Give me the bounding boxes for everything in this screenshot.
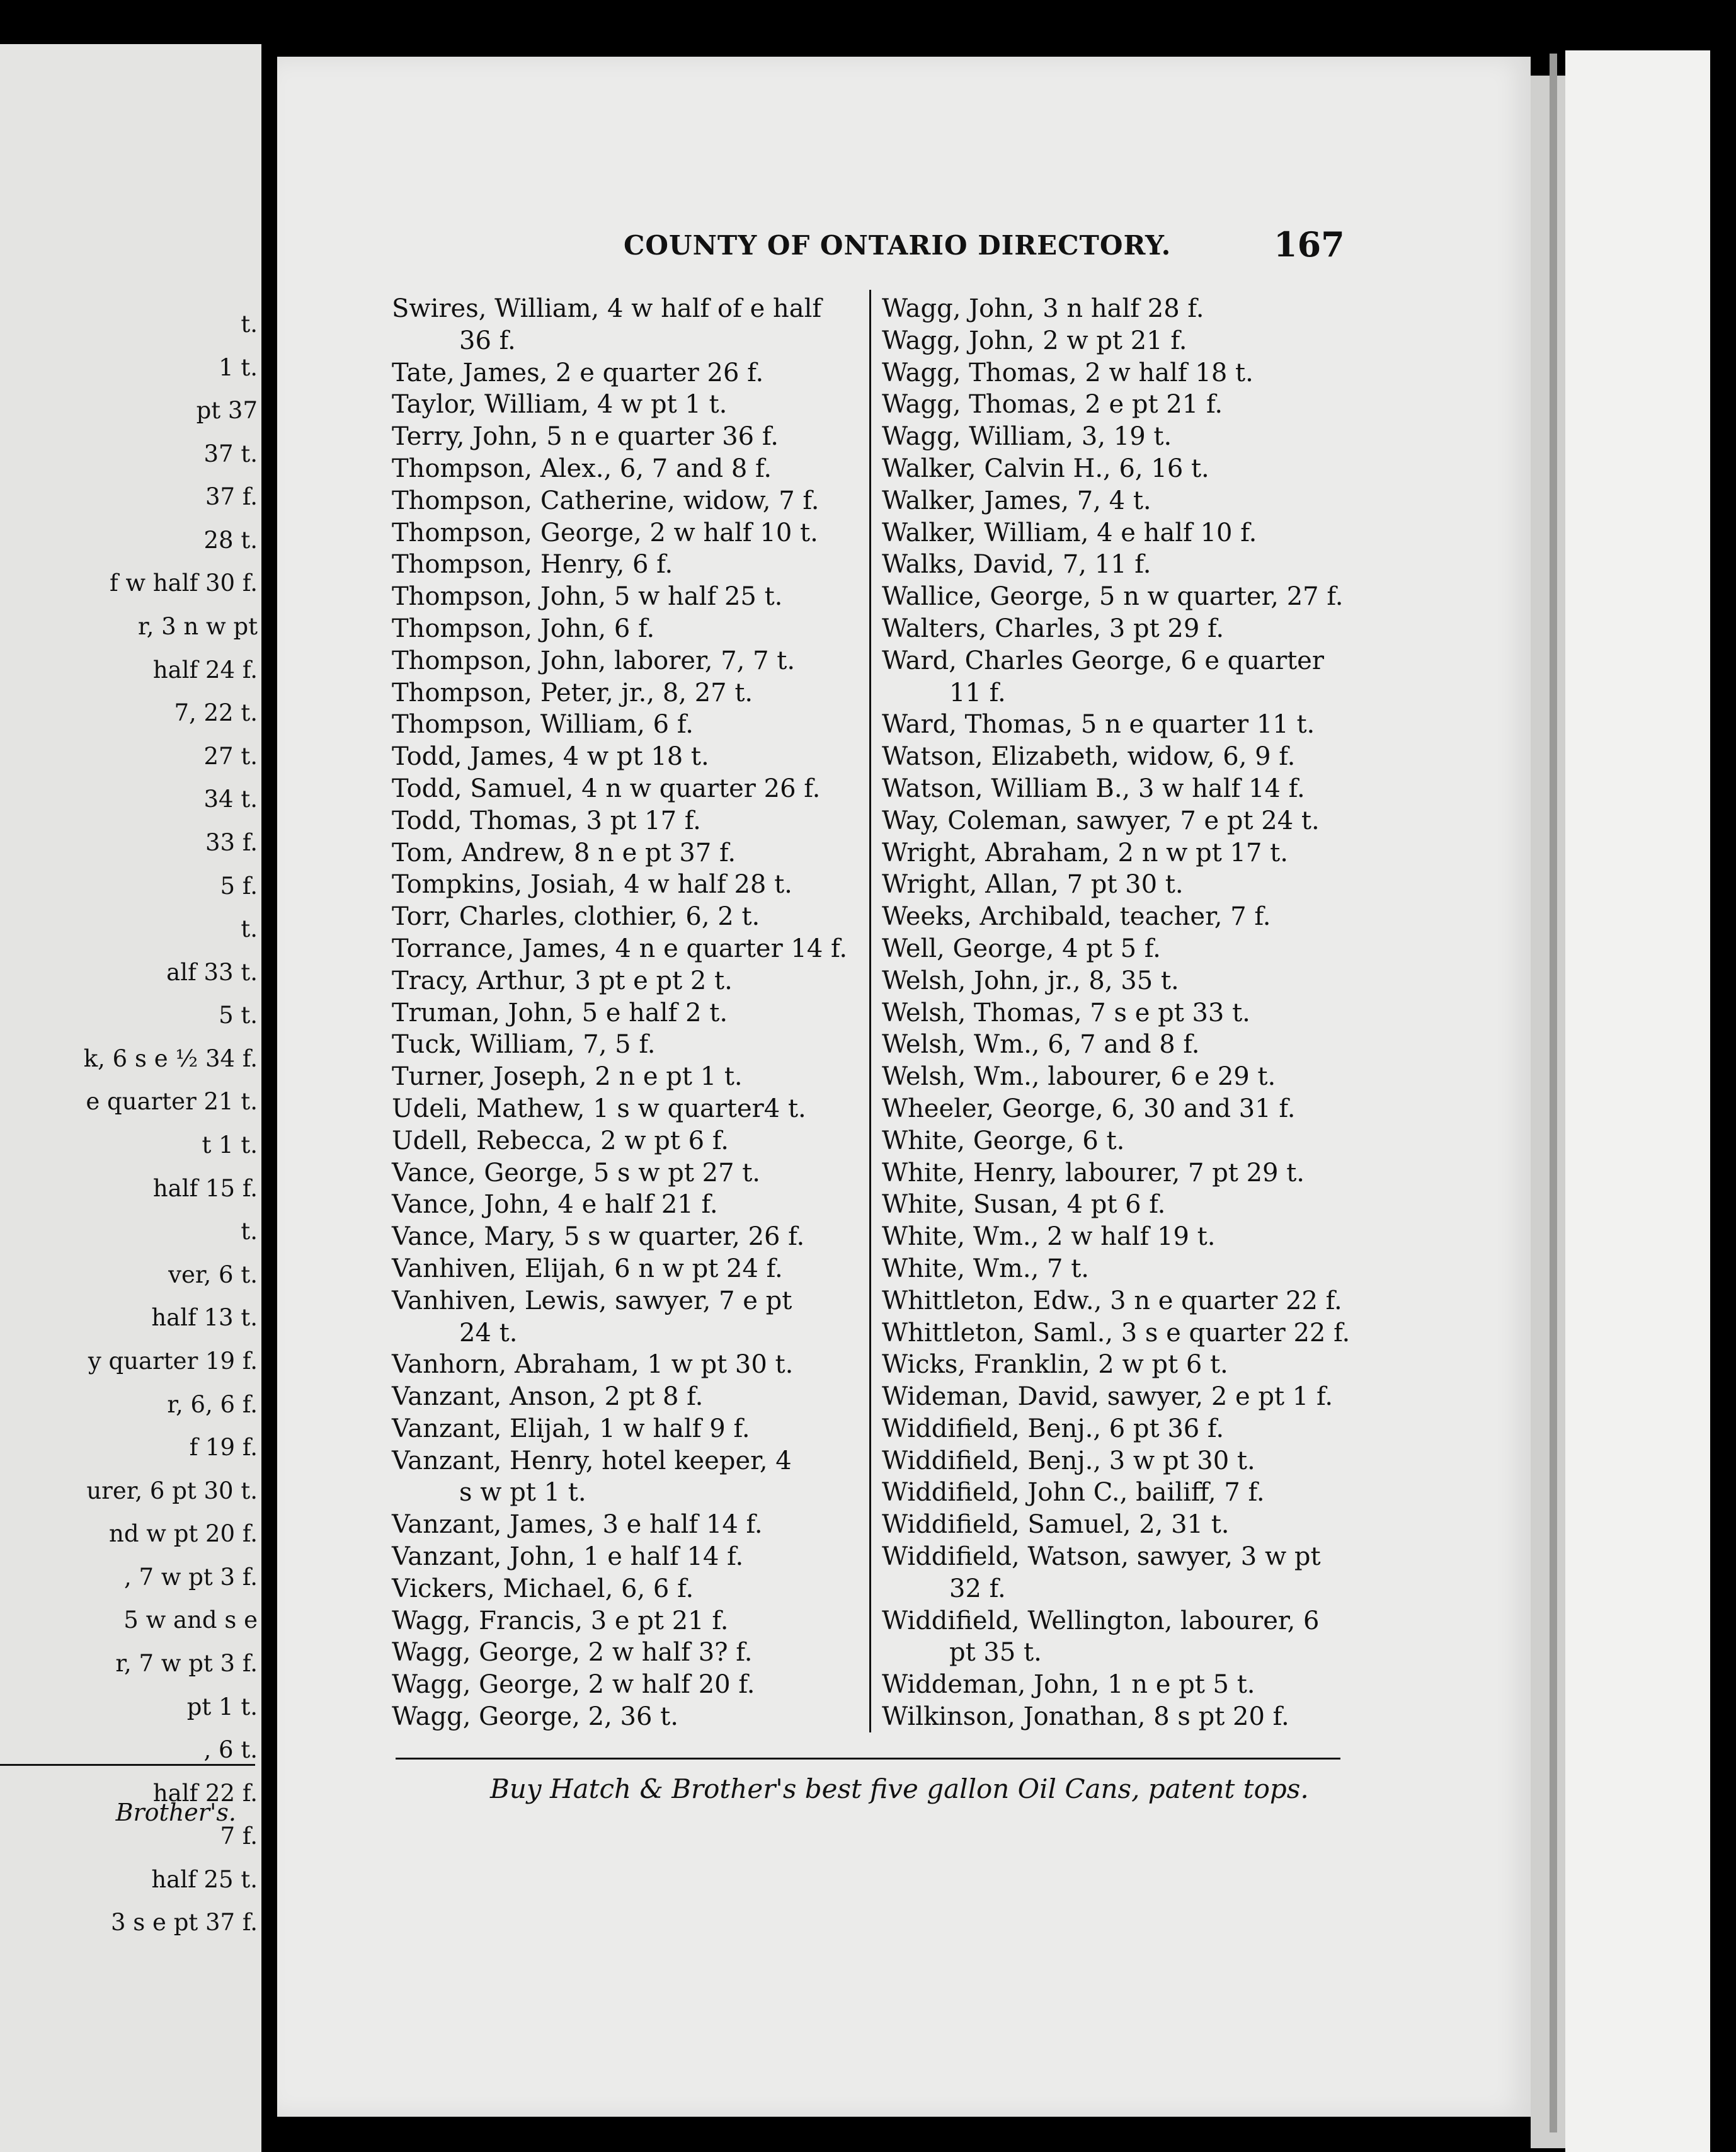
- directory-entry: Vance, Mary, 5 s w quarter, 26 f.: [392, 1222, 805, 1252]
- directory-entry: Wagg, William, 3, 19 t.: [882, 422, 1172, 452]
- facing-page-line: t 1 t.: [202, 1131, 258, 1159]
- directory-entry: Wagg, Thomas, 2 e pt 21 f.: [882, 390, 1223, 420]
- directory-entry: Wright, Abraham, 2 n w pt 17 t.: [882, 838, 1288, 867]
- facing-page-line: pt 37: [196, 397, 258, 425]
- facing-page-line: 1 t.: [219, 353, 258, 381]
- facing-page-line: 3 s e pt 37 f.: [110, 1909, 258, 1937]
- directory-entry: Thompson, William, 6 f.: [392, 710, 694, 740]
- facing-page-line: 5 w and s e: [123, 1606, 258, 1634]
- directory-entry: Widdifield, John C., bailiff, 7 f.: [882, 1478, 1265, 1508]
- facing-page-footer: Brother's.: [115, 1799, 236, 1826]
- facing-page-line: r, 6, 6 f.: [167, 1390, 258, 1418]
- directory-entry: Wagg, John, 2 w pt 21 f.: [882, 326, 1187, 355]
- directory-entry: Todd, Thomas, 3 pt 17 f.: [392, 806, 701, 835]
- directory-entry: Swires, William, 4 w half of e half: [392, 294, 822, 323]
- directory-entry: 24 t.: [459, 1318, 518, 1348]
- directory-entry: Widdifield, Benj., 6 pt 36 f.: [882, 1414, 1225, 1443]
- directory-entry: Tate, James, 2 e quarter 26 f.: [392, 358, 764, 387]
- page-number: 167: [1274, 224, 1345, 265]
- directory-entry: Tracy, Arthur, 3 pt e pt 2 t.: [392, 966, 733, 995]
- facing-page-line: f w half 30 f.: [109, 569, 258, 597]
- directory-entry: Wilkinson, Jonathan, 8 s pt 20 f.: [882, 1702, 1289, 1732]
- facing-page-line: k, 6 s e ½ 34 f.: [83, 1045, 258, 1072]
- directory-entry: Todd, James, 4 w pt 18 t.: [392, 742, 709, 772]
- directory-entry: Tuck, William, 7, 5 f.: [392, 1030, 656, 1060]
- facing-page-line: half 25 t.: [151, 1865, 258, 1893]
- facing-page-line: ver, 6 t.: [168, 1261, 258, 1288]
- directory-entry: Terry, John, 5 n e quarter 36 f.: [392, 422, 779, 452]
- directory-entry: Whittleton, Edw., 3 n e quarter 22 f.: [882, 1286, 1342, 1315]
- directory-entry: Widdifield, Samuel, 2, 31 t.: [882, 1510, 1230, 1540]
- directory-entry: Taylor, William, 4 w pt 1 t.: [392, 390, 728, 420]
- facing-page-line: nd w pt 20 f.: [108, 1520, 258, 1548]
- directory-entry: Well, George, 4 pt 5 f.: [882, 934, 1161, 963]
- directory-entry: Widdifield, Watson, sawyer, 3 w pt: [882, 1542, 1321, 1572]
- directory-entry: Wideman, David, sawyer, 2 e pt 1 f.: [882, 1382, 1333, 1412]
- facing-page-line: half 13 t.: [151, 1304, 258, 1332]
- facing-page-line: 33 f.: [205, 828, 258, 856]
- directory-entry: Walters, Charles, 3 pt 29 f.: [882, 614, 1225, 643]
- directory-entry: Ward, Thomas, 5 n e quarter 11 t.: [882, 710, 1315, 740]
- directory-entry: Walker, James, 7, 4 t.: [882, 486, 1151, 515]
- facing-page-rule: [0, 1764, 255, 1766]
- facing-page-line: , 6 t.: [203, 1736, 258, 1764]
- directory-entry: Widdeman, John, 1 n e pt 5 t.: [882, 1670, 1255, 1700]
- facing-page-line: t.: [241, 1218, 258, 1245]
- directory-entry: Watson, Elizabeth, widow, 6, 9 f.: [882, 742, 1296, 772]
- facing-page-line: 37 t.: [203, 440, 258, 467]
- directory-entry: pt 35 t.: [949, 1638, 1042, 1668]
- facing-page-line: e quarter 21 t.: [86, 1088, 258, 1116]
- directory-entry: Wallice, George, 5 n w quarter, 27 f.: [882, 582, 1344, 612]
- directory-entry: Thompson, Catherine, widow, 7 f.: [392, 486, 819, 515]
- directory-entry: Thompson, John, 5 w half 25 t.: [392, 582, 783, 612]
- directory-entry: Wheeler, George, 6, 30 and 31 f.: [882, 1094, 1296, 1123]
- directory-entry: Wagg, John, 3 n half 28 f.: [882, 294, 1204, 323]
- directory-entry: Walker, Calvin H., 6, 16 t.: [882, 454, 1209, 483]
- directory-entry: Thompson, John, 6 f.: [392, 614, 655, 643]
- directory-entry: Wagg, Francis, 3 e pt 21 f.: [392, 1606, 729, 1635]
- directory-entry: White, Wm., 2 w half 19 t.: [882, 1222, 1216, 1252]
- directory-entry: Vanhiven, Lewis, sawyer, 7 e pt: [392, 1286, 792, 1315]
- directory-entry: 11 f.: [949, 678, 1006, 707]
- footer-rule: [396, 1758, 1340, 1760]
- directory-entry: Vance, George, 5 s w pt 27 t.: [392, 1158, 761, 1188]
- book-edge: [1565, 50, 1710, 2152]
- directory-entry: Vanzant, Elijah, 1 w half 9 f.: [392, 1414, 750, 1443]
- facing-page-line: pt 1 t.: [186, 1693, 258, 1720]
- directory-entry: Ward, Charles George, 6 e quarter: [882, 646, 1324, 675]
- facing-page-line: , 7 w pt 3 f.: [123, 1563, 258, 1591]
- directory-entry: White, Henry, labourer, 7 pt 29 t.: [882, 1158, 1305, 1188]
- directory-entry: Turner, Joseph, 2 n e pt 1 t.: [392, 1062, 743, 1092]
- directory-entry: Weeks, Archibald, teacher, 7 f.: [882, 902, 1271, 932]
- directory-entry: Wagg, George, 2 w half 20 f.: [392, 1670, 755, 1700]
- directory-entry: Vanzant, Anson, 2 pt 8 f.: [392, 1382, 704, 1412]
- directory-entry: Vanzant, James, 3 e half 14 f.: [392, 1510, 763, 1540]
- directory-entry: Vickers, Michael, 6, 6 f.: [392, 1574, 694, 1603]
- directory-entry: Welsh, Thomas, 7 s e pt 33 t.: [882, 998, 1250, 1027]
- directory-entry: Whittleton, Saml., 3 s e quarter 22 f.: [882, 1318, 1351, 1348]
- directory-entry: 36 f.: [459, 326, 516, 355]
- directory-entry: Watson, William B., 3 w half 14 f.: [882, 774, 1305, 803]
- page-edge: [1531, 76, 1565, 2148]
- facing-page: [0, 44, 261, 2152]
- directory-entry: Walker, William, 4 e half 10 f.: [882, 518, 1257, 547]
- page-header: COUNTY OF ONTARIO DIRECTORY.: [624, 230, 1172, 261]
- directory-entry: Tompkins, Josiah, 4 w half 28 t.: [392, 870, 792, 900]
- directory-entry: Thompson, Henry, 6 f.: [392, 550, 673, 580]
- facing-page-line: 27 t.: [203, 742, 258, 770]
- directory-entry: Walks, David, 7, 11 f.: [882, 550, 1151, 580]
- directory-entry: Thompson, Alex., 6, 7 and 8 f.: [392, 454, 772, 483]
- directory-entry: Todd, Samuel, 4 n w quarter 26 f.: [392, 774, 821, 803]
- directory-entry: Welsh, Wm., labourer, 6 e 29 t.: [882, 1062, 1276, 1092]
- facing-page-line: r, 3 n w pt: [137, 613, 258, 641]
- directory-entry: Widdifield, Wellington, labourer, 6: [882, 1606, 1320, 1635]
- directory-right-column: [882, 293, 1361, 1733]
- directory-entry: Widdifield, Benj., 3 w pt 30 t.: [882, 1446, 1255, 1475]
- column-divider: [869, 290, 871, 1732]
- facing-page-line: half 15 f.: [152, 1174, 258, 1202]
- facing-page-line: half 24 f.: [152, 656, 258, 684]
- directory-entry: Udeli, Mathew, 1 s w quarter4 t.: [392, 1094, 806, 1123]
- facing-page-line: alf 33 t.: [166, 958, 258, 986]
- facing-page-line: 5 t.: [219, 1002, 258, 1029]
- page-edge-shadow: [1550, 54, 1557, 2132]
- facing-page-line: 34 t.: [203, 786, 258, 813]
- directory-entry: Thompson, John, laborer, 7, 7 t.: [392, 646, 796, 675]
- directory-entry: Torrance, James, 4 n e quarter 14 f.: [392, 934, 848, 963]
- facing-page-line: t.: [241, 915, 258, 943]
- directory-entry: Thompson, Peter, jr., 8, 27 t.: [392, 678, 753, 707]
- directory-entry: Wagg, George, 2 w half 3? f.: [392, 1638, 753, 1668]
- facing-page-line: half 22 f.: [152, 1779, 258, 1807]
- directory-entry: Vanhorn, Abraham, 1 w pt 30 t.: [392, 1350, 794, 1380]
- directory-entry: Vanzant, John, 1 e half 14 f.: [392, 1542, 744, 1572]
- facing-page-line: 7 f.: [220, 1823, 258, 1850]
- advertisement-footer: Buy Hatch & Brother's best five gallon Oil Cans, patent tops.: [490, 1773, 1309, 1804]
- facing-page-line: y quarter 19 f.: [88, 1347, 258, 1375]
- directory-entry: White, Susan, 4 pt 6 f.: [882, 1190, 1166, 1220]
- directory-entry: Wagg, Thomas, 2 w half 18 t.: [882, 358, 1253, 387]
- directory-entry: Torr, Charles, clothier, 6, 2 t.: [392, 902, 760, 932]
- facing-page-line: t.: [241, 311, 258, 338]
- directory-entry: Udell, Rebecca, 2 w pt 6 f.: [392, 1126, 729, 1155]
- facing-page-line: 37 f.: [205, 483, 258, 511]
- facing-page-line: urer, 6 pt 30 t.: [86, 1477, 258, 1504]
- directory-entry: Vanzant, Henry, hotel keeper, 4: [392, 1446, 792, 1475]
- directory-entry: Welsh, Wm., 6, 7 and 8 f.: [882, 1030, 1200, 1060]
- directory-entry: Vanhiven, Elijah, 6 n w pt 24 f.: [392, 1254, 783, 1283]
- directory-entry: Vance, John, 4 e half 21 f.: [392, 1190, 718, 1220]
- directory-left-column: [392, 293, 858, 1733]
- directory-entry: Wicks, Franklin, 2 w pt 6 t.: [882, 1350, 1228, 1380]
- directory-entry: Truman, John, 5 e half 2 t.: [392, 998, 728, 1027]
- directory-entry: 32 f.: [949, 1574, 1006, 1603]
- directory-entry: White, Wm., 7 t.: [882, 1254, 1089, 1283]
- directory-entry: s w pt 1 t.: [459, 1478, 586, 1508]
- facing-page-line: 28 t.: [203, 526, 258, 554]
- facing-page-line: 5 f.: [220, 872, 258, 900]
- directory-entry: Thompson, George, 2 w half 10 t.: [392, 518, 818, 547]
- directory-entry: Welsh, John, jr., 8, 35 t.: [882, 966, 1179, 995]
- directory-entry: White, George, 6 t.: [882, 1126, 1125, 1155]
- facing-page-line: 7, 22 t.: [174, 699, 258, 727]
- directory-entry: Wagg, George, 2, 36 t.: [392, 1702, 678, 1732]
- directory-entry: Way, Coleman, sawyer, 7 e pt 24 t.: [882, 806, 1320, 835]
- directory-entry: Wright, Allan, 7 pt 30 t.: [882, 870, 1184, 900]
- facing-page-line: r, 7 w pt 3 f.: [115, 1649, 258, 1677]
- facing-page-line: f 19 f.: [189, 1434, 258, 1462]
- directory-entry: Tom, Andrew, 8 n e pt 37 f.: [392, 838, 736, 867]
